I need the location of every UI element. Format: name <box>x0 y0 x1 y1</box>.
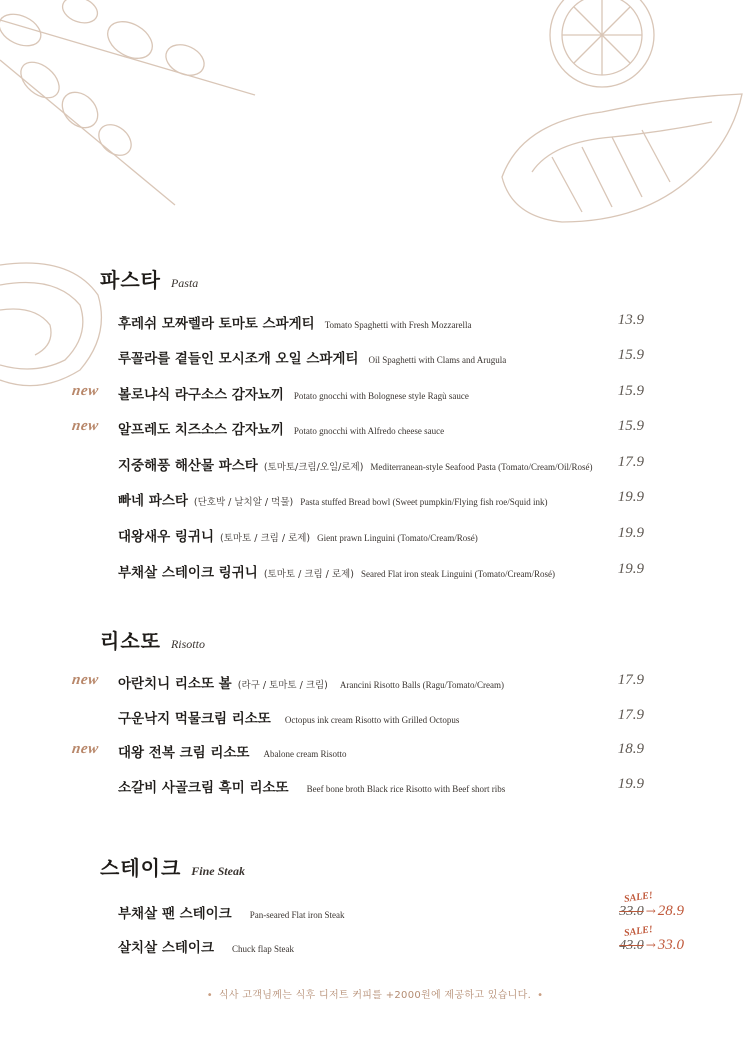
section-title-steak <box>100 852 245 881</box>
arrow-right-icon: → <box>645 904 656 918</box>
sale-new-price: 28.9 <box>657 903 684 919</box>
menu-item-name: 살치살 스테이크 <box>118 940 214 956</box>
menu-item-desc: Octopus ink cream Risotto with Grilled Octopus <box>284 715 460 725</box>
menu-item-desc: Pan-seared Flat iron Steak <box>249 910 345 920</box>
menu-item-options: (라구 / 토마토 / 크림) <box>237 680 328 691</box>
menu-item-name: 알프레도 치즈소스 감자뇨끼 <box>118 422 284 438</box>
menu-item-price: 15.9 <box>617 347 644 363</box>
menu-item-price: 18.9 <box>617 741 644 757</box>
menu-item-price: 19.9 <box>617 525 644 541</box>
new-badge: new <box>70 672 100 688</box>
menu-item-name: 후레쉬 모짜렐라 토마토 스파게티 <box>118 316 315 332</box>
menu-item-desc: Gient prawn Linguini (Tomato/Cream/Rosé) <box>317 533 478 543</box>
menu-item-name: 아란치니 리소또 볼 <box>118 676 232 692</box>
old-price: 43.0 <box>619 938 644 953</box>
oyster-sketch-icon <box>0 255 110 395</box>
menu-item-price: 13.9 <box>617 312 644 328</box>
menu-item-price: 17.9 <box>617 672 644 688</box>
menu-item-price: 17.9 <box>617 454 644 470</box>
section-title-en: Risotto <box>170 637 205 651</box>
menu-item <box>118 936 538 958</box>
menu-item-options: (토마토/크림/오일/로제) <box>263 462 364 473</box>
sale-tag: SALE! <box>623 890 654 905</box>
old-price: 33.0 <box>619 904 644 919</box>
menu-item-price: 19.9 <box>617 489 644 505</box>
menu-item-desc: Tomato Spaghetti with Fresh Mozzarella <box>324 320 472 330</box>
lemon-slice-icon <box>540 0 670 90</box>
menu-item <box>118 741 648 763</box>
menu-item-desc: Potato gnocchi with Bolognese style Ragù sauce <box>293 391 469 401</box>
menu-item <box>118 707 648 729</box>
menu-item-desc: Oil Spaghetti with Clams and Arugula <box>368 355 507 365</box>
menu-item <box>118 347 648 369</box>
menu-item <box>118 312 648 334</box>
menu-item-name: 빠네 파스타 <box>118 493 188 509</box>
menu-item-desc: Seared Flat iron steak Linguini (Tomato/Cream/Rosé) <box>360 569 556 579</box>
menu-item-name: 대왕새우 링귀니 <box>118 529 214 545</box>
section-title-risotto <box>100 625 205 654</box>
menu-item-price: 19.9 <box>617 561 644 577</box>
new-badge: new <box>70 418 100 434</box>
menu-item <box>118 561 648 583</box>
sale-price <box>619 937 684 954</box>
menu-item <box>118 525 648 547</box>
steak-sketch-icon <box>492 82 750 232</box>
menu-item-desc: Pasta stuffed Bread bowl (Sweet pumpkin/Flying fish roe/Squid ink) <box>300 497 548 507</box>
section-title-ko: 파스타 <box>100 268 161 292</box>
menu-item-name: 지중해풍 해산물 파스타 <box>118 458 258 474</box>
menu-item-name: 루꼴라를 곁들인 모시조개 오일 스파게티 <box>118 351 359 367</box>
menu-item-name: 부채살 스테이크 링귀니 <box>118 565 258 581</box>
menu-item-name: 구운낙지 먹물크림 리소또 <box>118 711 271 727</box>
menu-item-price: 17.9 <box>617 707 644 723</box>
menu-item-name: 부채살 팬 스테이크 <box>118 906 232 922</box>
menu-item-desc: Potato gnocchi with Alfredo cheese sauce <box>293 426 445 436</box>
menu-item <box>118 672 648 694</box>
menu-item-price: 15.9 <box>617 383 644 399</box>
menu-item-price: 19.9 <box>617 776 644 792</box>
menu-item <box>118 383 648 405</box>
bullet-icon: • <box>206 990 213 1001</box>
section-title-ko: 리소또 <box>100 629 161 653</box>
menu-item-name: 소갈비 사골크림 흑미 리소또 <box>118 780 289 796</box>
section-title-en: Pasta <box>170 276 199 290</box>
section-title-pasta <box>100 264 198 293</box>
new-badge: new <box>70 383 100 399</box>
section-title-en: Fine Steak <box>191 864 245 878</box>
arrow-right-icon: → <box>645 938 656 952</box>
menu-item-price: 15.9 <box>617 418 644 434</box>
menu-item-name: 대왕 전복 크림 리소또 <box>118 745 250 761</box>
menu-item <box>118 902 538 924</box>
menu-item <box>118 489 648 511</box>
menu-item <box>118 418 648 440</box>
footer-note <box>0 986 750 1001</box>
footer-text: 식사 고객님께는 식후 디저트 커피를 +2000원에 제공하고 있습니다. <box>218 990 532 1001</box>
new-badge: new <box>70 741 100 757</box>
section-title-ko: 스테이크 <box>100 856 182 880</box>
menu-item-desc: Beef bone broth Black rice Risotto with Beef short ribs <box>306 784 506 794</box>
sale-tag: SALE! <box>623 924 654 939</box>
skewer-sketch-icon <box>0 0 270 210</box>
menu-item-desc: Abalone cream Risotto <box>263 749 347 759</box>
menu-item-desc: Chuck flap Steak <box>232 944 294 954</box>
menu-item-desc: Mediterranean-style Seafood Pasta (Tomato/Cream/Oil/Rosé) <box>370 462 593 472</box>
bullet-icon: • <box>537 990 544 1001</box>
menu-item <box>118 454 648 476</box>
menu-item-desc: Arancini Risotto Balls (Ragu/Tomato/Cream) <box>339 680 504 690</box>
menu-item <box>118 776 648 798</box>
menu-item-options: (단호박 / 날치알 / 먹물) <box>193 497 294 508</box>
sale-new-price: 33.0 <box>657 937 684 953</box>
sale-price <box>619 903 684 920</box>
menu-item-options: (토마토 / 크림 / 로제) <box>263 569 354 580</box>
menu-item-name: 볼로냐식 라구소스 감자뇨끼 <box>118 387 284 403</box>
menu-item-options: (토마토 / 크림 / 로제) <box>220 533 311 544</box>
